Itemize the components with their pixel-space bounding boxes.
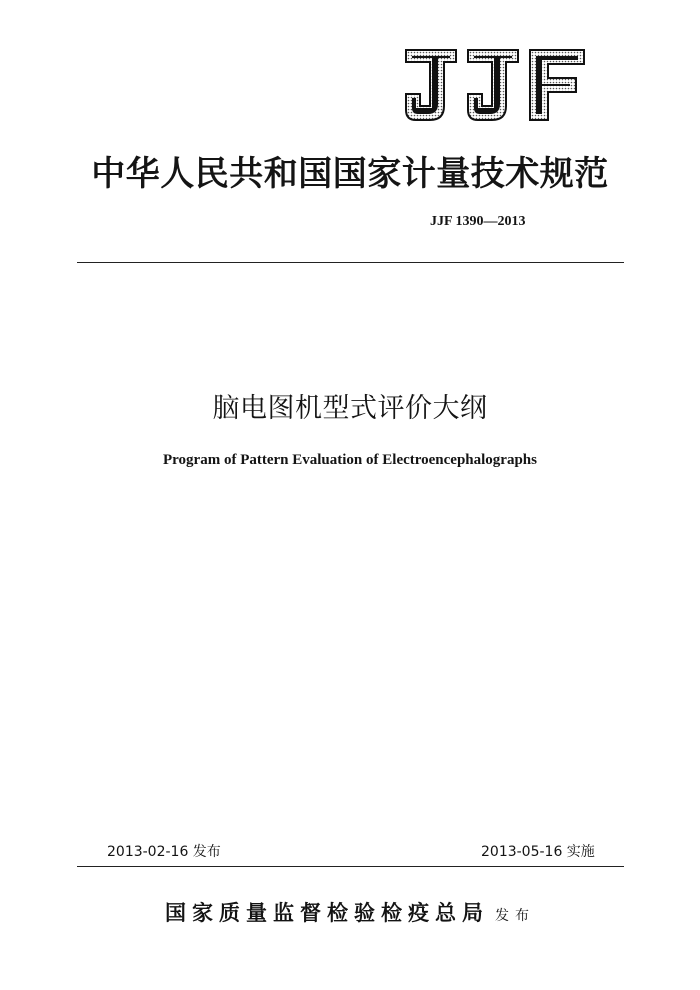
jjf-logo <box>404 48 586 124</box>
publisher-name: 国家质量监督检验检疫总局 <box>165 900 489 925</box>
issue-date: 2013-02-16 发布 <box>107 844 221 860</box>
top-divider <box>77 262 624 263</box>
standard-category: 中华人民共和国国家计量技术规范 <box>91 154 609 194</box>
bottom-divider <box>77 866 624 867</box>
document-title-en: Program of Pattern Evaluation of Electroencephalographs <box>163 452 537 468</box>
logo-letter-f <box>530 50 584 120</box>
standard-number: JJF 1390—2013 <box>430 214 526 229</box>
logo-letter-j2 <box>468 50 518 120</box>
publisher-verb: 发布 <box>495 908 535 924</box>
implementation-date: 2013-05-16 实施 <box>481 844 595 860</box>
document-title-cn: 脑电图机型式评价大纲 <box>212 393 488 424</box>
publisher-line <box>0 897 700 927</box>
logo-letter-j1 <box>406 50 456 120</box>
